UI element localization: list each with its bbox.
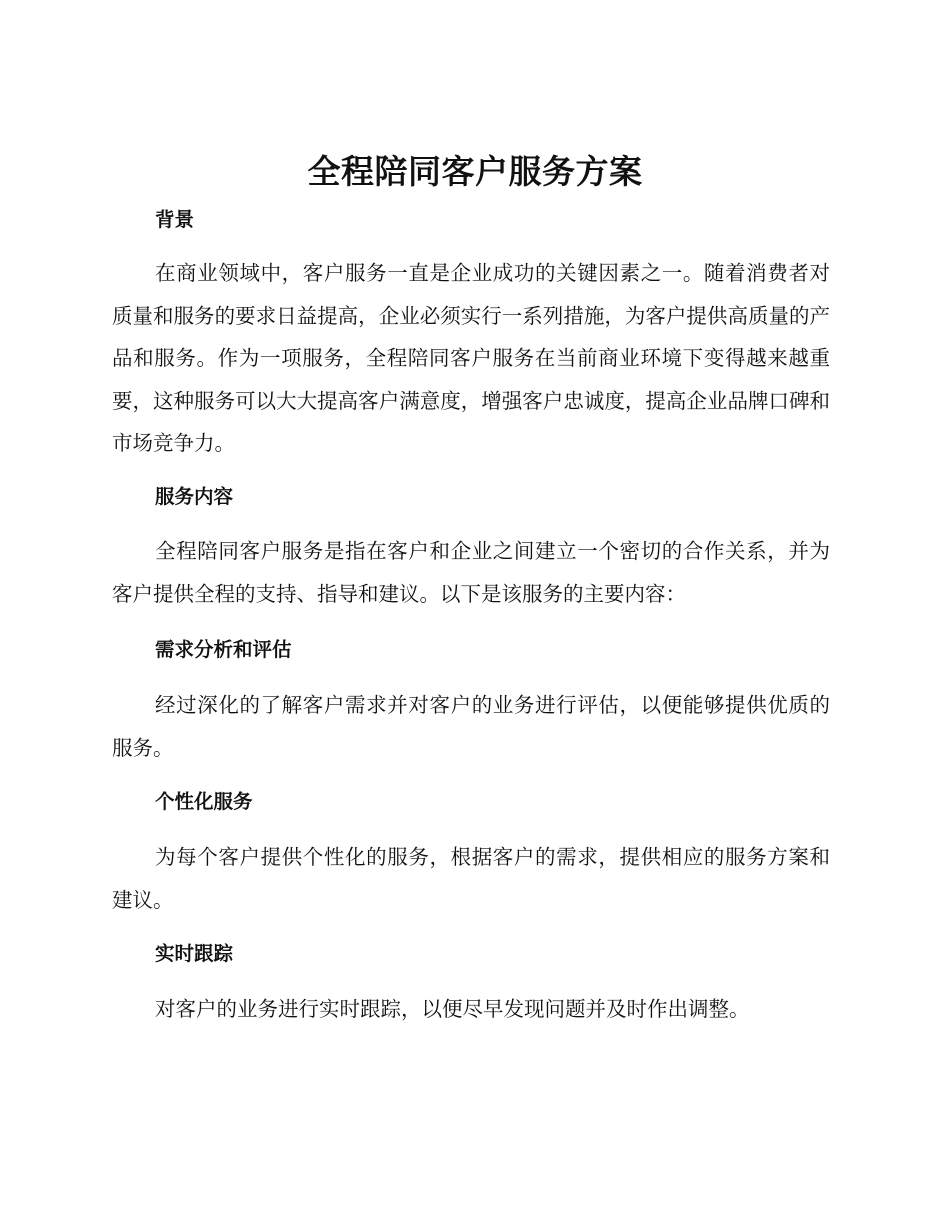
section-heading-personalized-service: 个性化服务	[155, 790, 253, 813]
section-body-realtime-tracking: 对客户的业务进行实时跟踪，以便尽早发现问题并及时作出调整。	[155, 997, 750, 1021]
section-body-needs-analysis: 经过深化的了解客户需求并对客户的业务进行评估，以便能够提供优质的服务。	[112, 693, 830, 760]
section-heading-realtime-tracking: 实时跟踪	[155, 942, 234, 965]
document-title: 全程陪同客户服务方案	[307, 152, 643, 191]
section-heading-needs-analysis: 需求分析和评估	[155, 638, 292, 661]
section-body-personalized-service: 为每个客户提供个性化的服务，根据客户的需求，提供相应的服务方案和建议。	[112, 845, 830, 912]
section-body-background: 在商业领域中，客户服务一直是企业成功的关键因素之一。随着消费者对质量和服务的要求日益提高，企业必须实行一系列措施，为客户提供高质量的产品和服务。作为一项服务，全程陪同客户服务在当前商业环境下变得越来越重要，这种服务可以大大提高客户满意度，增强客户忠诚度，提高企业品牌口碑和市场竞争力。	[112, 261, 830, 455]
section-body-service-content: 全程陪同客户服务是指在客户和企业之间建立一个密切的合作关系，并为客户提供全程的支持、指导和建议。以下是该服务的主要内容：	[112, 539, 830, 606]
section-heading-service-content: 服务内容	[155, 485, 234, 508]
section-heading-background: 背景	[155, 208, 195, 231]
